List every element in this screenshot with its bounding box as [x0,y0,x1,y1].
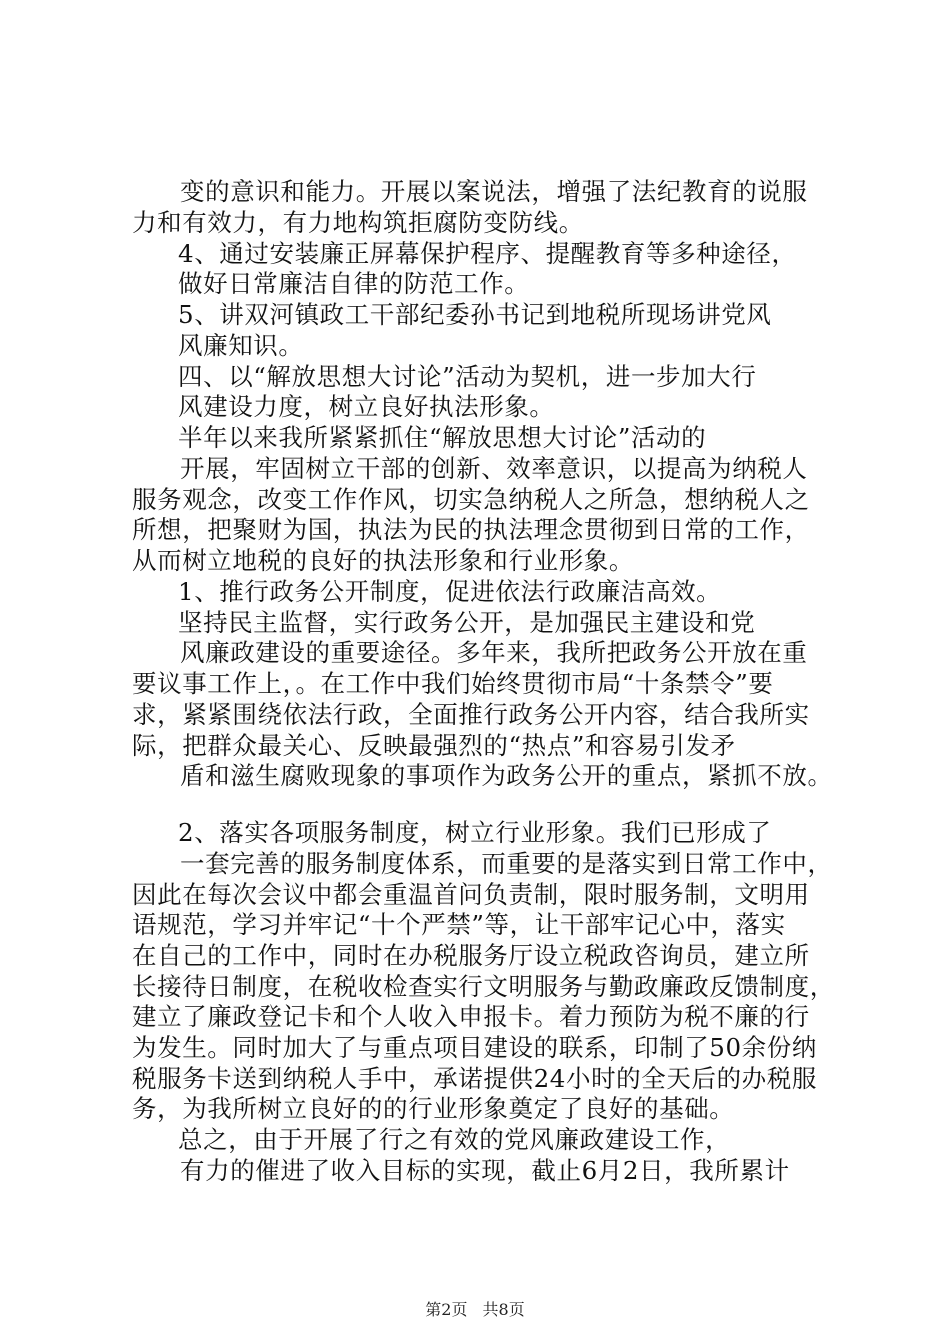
text-line: 总之，由于开展了行之有效的党风廉政建设工作， [178,1125,731,1154]
text-line: 建立了廉政登记卡和个人收入申报卡。着力预防为税不廉的行 [132,1002,810,1031]
text-line: 从而树立地税的良好的执法形象和行业形象。 [132,546,634,575]
text-line: 1、推行政务公开制度，促进依法行政廉洁高效。 [178,577,722,606]
text-line: 半年以来我所紧紧抓住“解放思想大讨论”活动的 [178,423,707,452]
page-number: 第2页 [425,1300,468,1319]
text-line: 坚持民主监督，实行政务公开，是加强民主建设和党 [178,608,756,637]
page-total: 共8页 [482,1300,525,1319]
text-line: 服务观念，改变工作作风，切实急纳税人之所急，想纳税人之 [132,485,810,514]
text-line: 为发生。同时加大了与重点项目建设的联系，印制了50余份纳 [132,1033,817,1062]
text-line: 4、通过安装廉正屏幕保护程序、提醒教育等多种途径， [178,239,797,268]
text-line: 5、讲双河镇政工干部纪委孙书记到地税所现场讲党风 [178,300,772,329]
text-line: 风廉政建设的重要途径。多年来，我所把政务公开放在重 [180,638,808,667]
text-line: 风廉知识。 [178,331,304,360]
text-line: 在自己的工作中，同时在办税服务厅设立税政咨询员，建立所 [132,941,810,970]
text-line: 做好日常廉洁自律的防范工作。 [178,269,530,298]
text-line: 开展，牢固树立干部的创新、效率意识，以提高为纳税人 [180,454,808,483]
text-line: 变的意识和能力。开展以案说法，增强了法纪教育的说服 [180,177,808,206]
text-line: 力和有效力，有力地构筑拒腐防变防线。 [132,208,584,237]
text-line: 2、落实各项服务制度，树立行业形象。我们已形成了 [178,818,772,847]
text-line: 因此在每次会议中都会重温首问负责制，限时服务制，文明用 [132,880,810,909]
text-line: 一套完善的服务制度体系，而重要的是落实到日常工作中， [180,849,833,878]
text-line: 务，为我所树立良好的的行业形象奠定了良好的基础。 [132,1094,735,1123]
text-line: 求，紧紧围绕依法行政，全面推行政务公开内容，结合我所实 [132,700,810,729]
text-line: 有力的催进了收入目标的实现，截止6月2日，我所累计 [180,1156,790,1185]
text-line: 际，把群众最关心、反映最强烈的“热点”和容易引发矛 [132,731,736,760]
text-line: 语规范，学习并牢记“十个严禁”等，让干部牢记心中，落实 [132,910,786,939]
text-line: 长接待日制度，在税收检查实行文明服务与勤政廉政反馈制度， [132,972,835,1001]
text-line: 盾和滋生腐败现象的事项作为政务公开的重点，紧抓不放。 [180,761,833,790]
page-footer [0,1300,950,1320]
text-line: 税服务卡送到纳税人手中，承诺提供24小时的全天后的办税服 [132,1064,817,1093]
text-line: 风建设力度，树立良好执法形象。 [178,392,555,421]
text-line: 要议事工作上，。在工作中我们始终贯彻市局“十条禁令”要 [132,669,774,698]
text-line: 四、以“解放思想大讨论”活动为契机，进一步加大行 [178,362,757,391]
text-line: 所想，把聚财为国，执法为民的执法理念贯彻到日常的工作， [132,515,810,544]
